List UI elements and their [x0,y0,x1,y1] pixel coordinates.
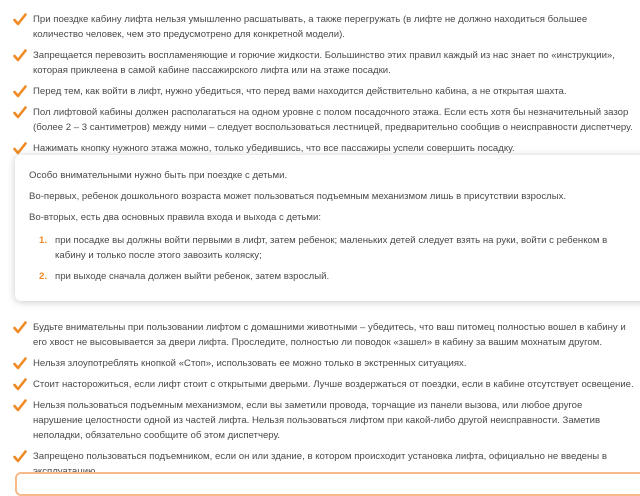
bottom-rules-list [0,320,640,485]
check-icon [13,85,27,98]
item-number: 1. [39,235,48,246]
list-item-text: Запрещается перевозить воспламеняющие и горючие жидкости. Большинство этих правил каждый из нас знает по «инструкции», которая приклеена в самой кабине пассажирского лифта или на этаже посадки. [33,50,615,76]
list-item-text: Нажимать кнопку нужного этажа можно, только убедившись, что все пассажиры успели совершить посадку. [33,143,515,154]
children-rules-list [39,233,625,290]
list-item-text: При поездке кабину лифта нельзя умышленно расшатывать, а также перегружать (в лифте не должно находиться большее количество человек, чем это предусмотрено для конкретной модели). [33,14,588,40]
list-item [0,398,640,443]
list-item [0,141,640,156]
list-item [0,12,640,42]
item-number: 2. [39,271,48,282]
children-callout-box [15,155,640,301]
check-icon [13,321,27,334]
check-icon [13,142,27,155]
list-item [0,48,640,78]
callout-paragraph: Во-первых, ребенок дошкольного возраста может пользоваться подъемным механизмом лишь в присутствии взрослых. [29,191,567,202]
numbered-item-text: при посадке вы должны войти первыми в лифт, затем ребенок; маленьких детей следует взять на руки, войти с ребенком в кабину и только после этого завозить коляску; [55,235,608,261]
check-icon [13,49,27,62]
check-icon [13,399,27,412]
callout-paragraph: Во-вторых, есть два основных правила входа и выхода с детьми: [29,212,322,223]
callout-paragraph: Особо внимательными нужно быть при поездке с детьми. [29,170,288,181]
list-item [0,377,640,392]
list-item [0,356,640,371]
next-callout-box-edge [15,472,640,496]
list-item [0,84,640,99]
list-item [0,320,640,350]
numbered-item-text: при выходе сначала должен выйти ребенок, затем взрослый. [55,271,330,282]
list-item-text: Запрещено пользоваться подъемником, если он или здание, в котором происходит установка лифта, официально не введены в [33,451,607,462]
top-rules-list [0,12,640,162]
list-item-text: Перед тем, как войти в лифт, нужно убедиться, что перед вами находится действительно кабина, а не открытая шахта. [33,86,567,97]
check-icon [13,450,27,463]
numbered-item [39,269,625,284]
check-icon [13,357,27,370]
list-item-text: Стоит насторожиться, если лифт стоит с открытыми дверьми. Лучше воздержаться от поездки, если в кабине отсутствует освещение. [33,379,634,390]
list-item-text: Нельзя пользоваться подъемным механизмом, если вы заметили провода, торчащие из панели вызова, или любое другое нарушение целостности одной из частей лифта. Нельзя пользоваться лифтом при какой-либо другой неисправности. Заметив неполадки, обязательно сообщите об этом диспетчеру. [33,400,601,441]
numbered-item [39,233,625,263]
list-item-text: Нельзя злоупотреблять кнопкой «Стоп», использовать ее можно только в экстренных ситуациях. [33,358,467,369]
list-item [0,105,640,135]
list-item-text: Будьте внимательны при пользовании лифтом с домашними животными – убедитесь, что ваш питомец полностью вошел в кабину и его хвост не высовывается за двери лифта. Проследите, полностью ли поводок «зашел» в кабину за вашим мохнатым другом. [33,322,626,348]
check-icon [13,13,27,26]
list-item-text: Пол лифтовой кабины должен располагаться на одном уровне с полом посадочного этажа. Если есть хотя бы незначительный зазор (более 2 – 3 сантиметров) между ними – следует воспользоваться лестницей, предварительно сообщив о неисправности диспетчеру. [33,107,633,133]
check-icon [13,106,27,119]
check-icon [13,378,27,391]
